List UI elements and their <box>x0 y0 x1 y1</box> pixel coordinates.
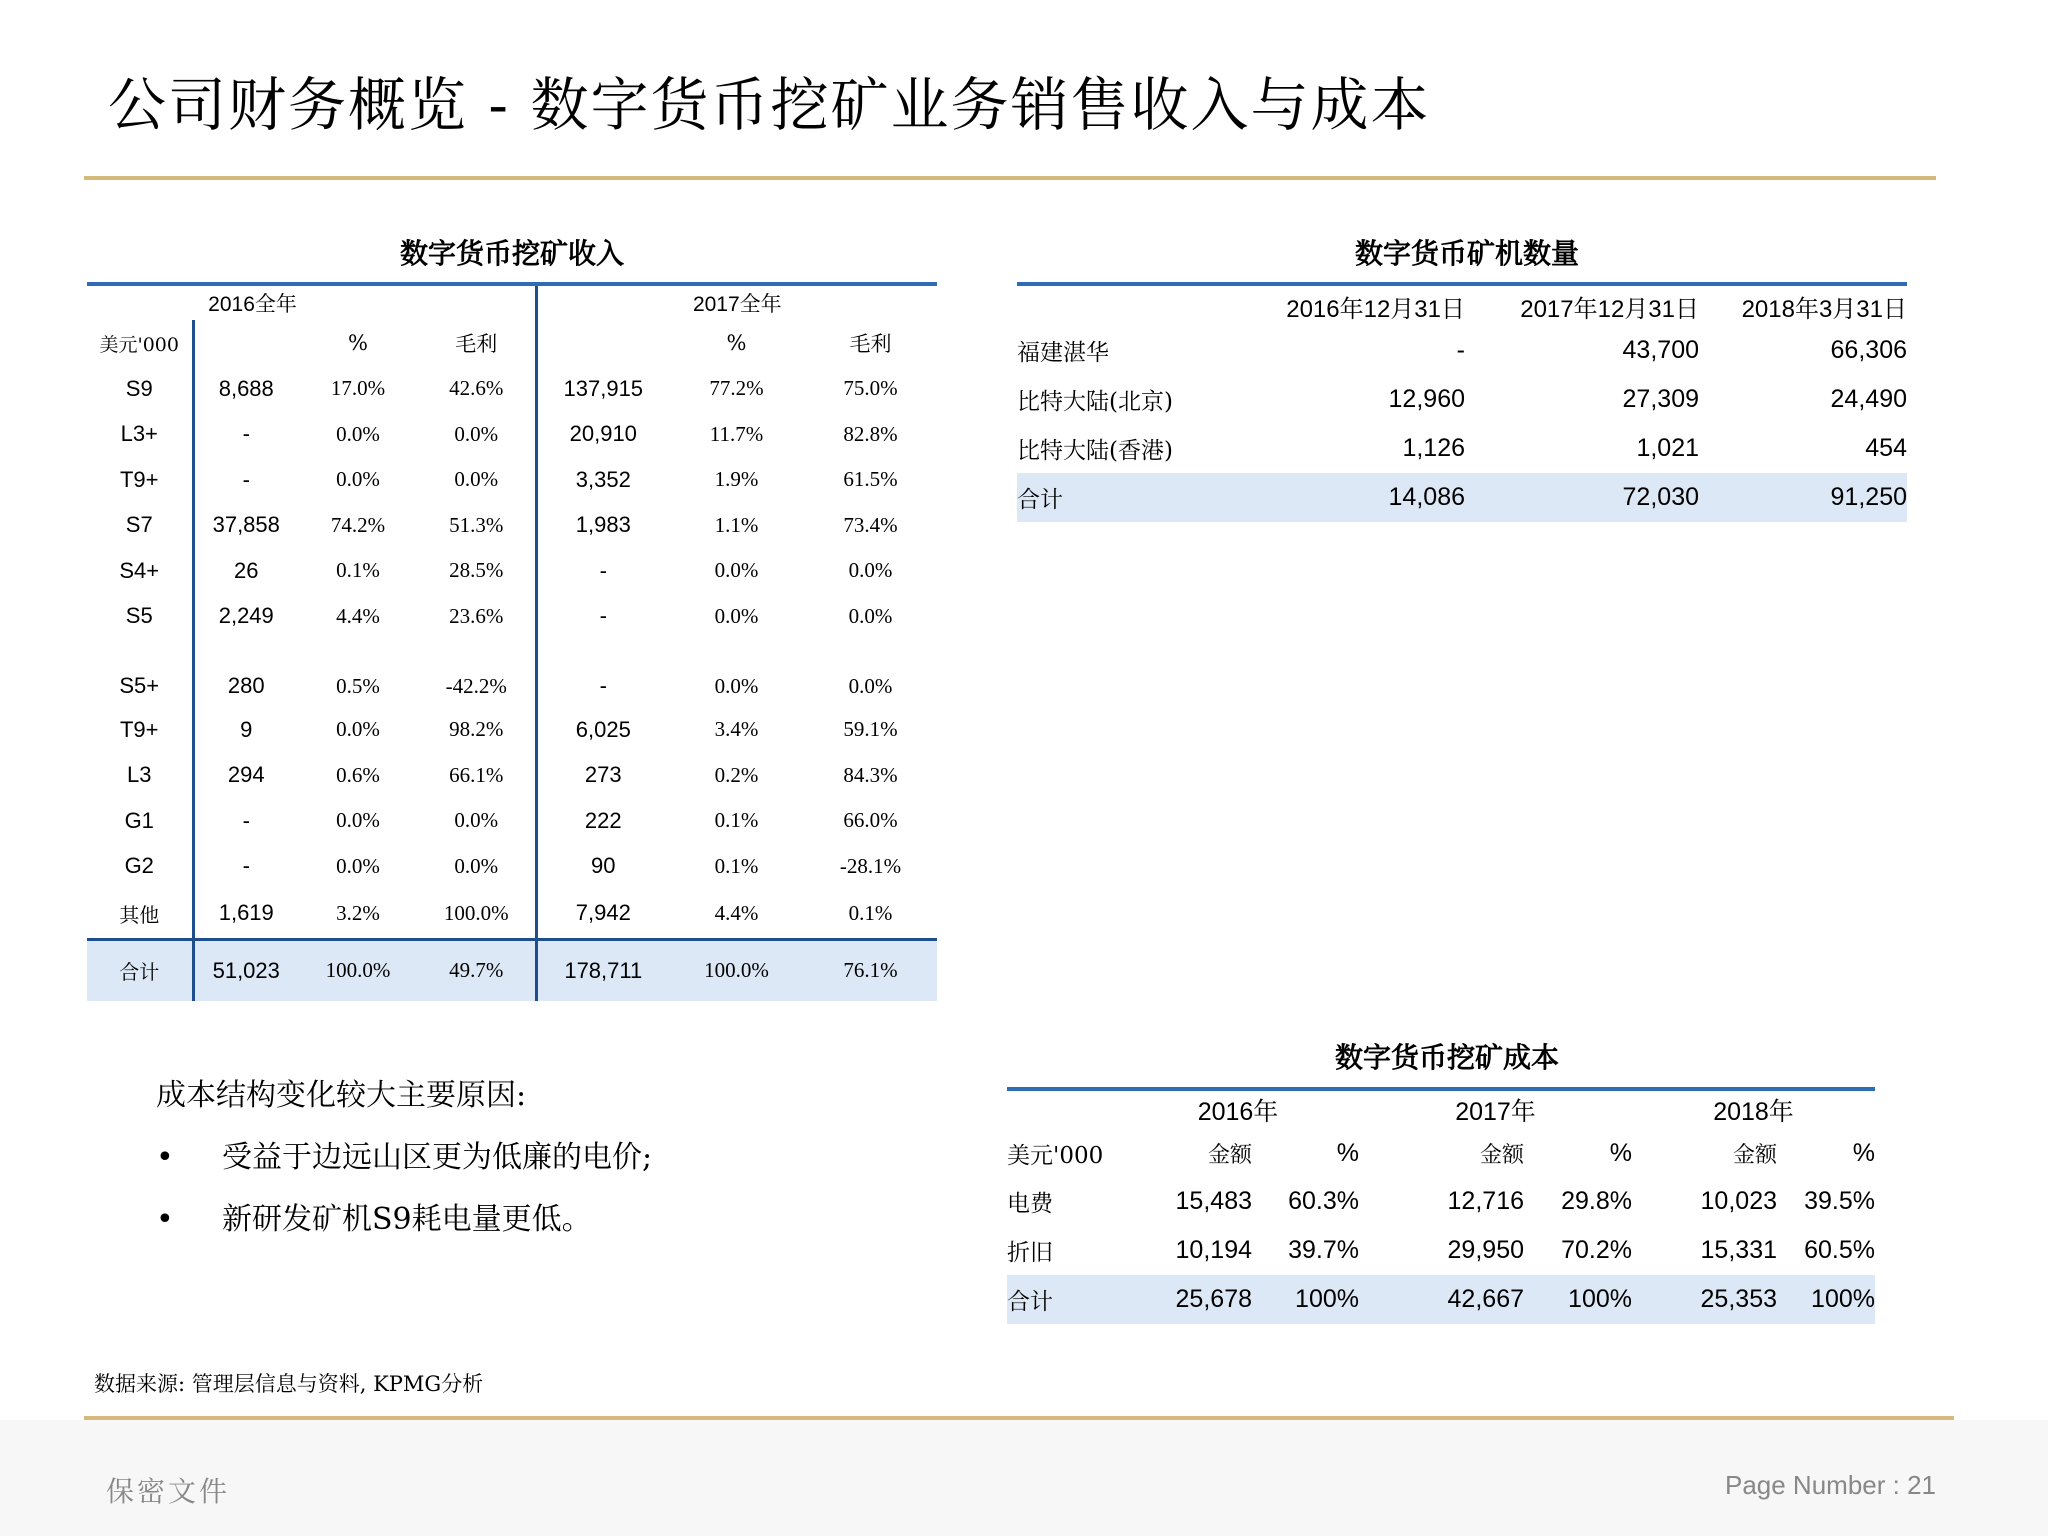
table-row <box>87 457 937 503</box>
cell-m17: -28.1% <box>839 853 902 878</box>
row-label: S5+ <box>119 673 160 698</box>
miners-header-2017: 2017年12月31日 <box>1465 284 1699 326</box>
table-row <box>1007 1226 1875 1275</box>
cell-v2: 72,030 <box>1465 473 1699 522</box>
total-label: 合计 <box>1007 1275 1117 1324</box>
cell-r17: 90 <box>536 844 669 890</box>
cell-a16: 25,678 <box>1117 1275 1252 1324</box>
notes-item <box>156 1132 652 1194</box>
pct-header: % <box>1336 1138 1359 1167</box>
cell-p18: 39.5% <box>1804 1187 1875 1215</box>
cell-r17: 1,983 <box>536 503 669 549</box>
revenue-year-header-row <box>87 284 937 320</box>
cost-total-row <box>1007 1275 1875 1324</box>
cell-m16: 0.0% <box>454 421 499 446</box>
cell-m17: 82.8% <box>843 421 898 446</box>
cell-r16: 9 <box>193 707 298 753</box>
row-label: 折旧 <box>1007 1240 1053 1266</box>
cell-p17: 11.7% <box>709 421 764 446</box>
row-label: L3+ <box>120 421 158 447</box>
cell-m17: 59.1% <box>843 717 898 742</box>
pct-header: % <box>348 331 368 355</box>
cell-a18: 25,353 <box>1632 1275 1777 1324</box>
cell-r17: 7,942 <box>536 889 669 939</box>
row-label: T9+ <box>119 466 159 492</box>
cell-p16: 0.0% <box>336 853 380 878</box>
miners-total-row <box>1017 473 1907 522</box>
miners-header-2018: 2018年3月31日 <box>1699 284 1907 326</box>
cell-v1: 1,126 <box>1402 434 1465 462</box>
revenue-table-title: 数字货币挖矿收入 <box>399 237 624 270</box>
cell-r16: - <box>193 457 298 503</box>
cell-r17: 3,352 <box>536 457 669 503</box>
cell-a17: 29,950 <box>1447 1236 1524 1264</box>
miners-header-2016: 2016年12月31日 <box>1247 284 1465 326</box>
cell-m16: 49.7% <box>418 939 536 1001</box>
cell-p16: 0.0% <box>336 717 380 742</box>
notes-item <box>156 1194 652 1256</box>
cell-r17: - <box>536 594 669 640</box>
table-row <box>87 412 937 458</box>
cell-v2: 43,700 <box>1622 336 1699 364</box>
page-title: 公司财务概览 - 数字货币挖矿业务销售收入与成本 <box>108 71 1431 139</box>
notes-item-text: 新研发矿机S9耗电量更低。 <box>222 1202 592 1237</box>
cost-year-2016: 2016年 <box>1117 1089 1359 1129</box>
cell-r17: 178,711 <box>536 939 669 1001</box>
row-label: G1 <box>124 807 154 833</box>
miners-table <box>1017 282 1907 522</box>
cell-r17: 20,910 <box>536 412 669 458</box>
cell-p17: 0.1% <box>714 853 759 878</box>
cell-p16: 0.5% <box>336 674 380 698</box>
cell-p17: 100.0% <box>669 939 804 1001</box>
row-label: G2 <box>124 853 154 879</box>
cell-v3: 454 <box>1865 434 1907 462</box>
cell-p17: 100% <box>1524 1275 1632 1324</box>
cell-p16: 0.0% <box>336 467 380 492</box>
cell-p16: 39.7% <box>1288 1236 1359 1264</box>
row-label: 福建湛华 <box>1017 340 1109 366</box>
notes-heading: 成本结构变化较大主要原因: <box>156 1078 527 1113</box>
row-label: S4+ <box>119 557 160 583</box>
cell-v3: 91,250 <box>1699 473 1907 522</box>
cell-m16: 0.0% <box>454 808 499 833</box>
cell-v3: 24,490 <box>1830 385 1907 413</box>
cell-r17: 6,025 <box>536 707 669 753</box>
cell-r16: 294 <box>193 753 298 799</box>
cell-r16: - <box>193 412 298 458</box>
cell-p17: 0.0% <box>714 674 759 698</box>
cell-r16: 1,619 <box>193 889 298 939</box>
cell-v1: 14,086 <box>1247 473 1465 522</box>
cell-p17: 29.8% <box>1561 1187 1632 1215</box>
cell-m16: 0.0% <box>454 853 499 878</box>
row-label: 比特大陆(香港) <box>1017 438 1173 464</box>
cost-table <box>1007 1087 1875 1324</box>
cell-r17: - <box>536 639 669 707</box>
cell-r16: - <box>193 844 298 890</box>
cell-r17: 222 <box>536 798 669 844</box>
cell-p17: 70.2% <box>1561 1236 1632 1264</box>
row-label: S9 <box>125 375 153 401</box>
cell-m16: 66.1% <box>449 762 504 787</box>
year2-label: 2017全年 <box>692 293 782 316</box>
table-row <box>87 753 937 799</box>
cell-a17: 12,716 <box>1447 1187 1524 1215</box>
cell-r16: 2,249 <box>193 594 298 640</box>
row-label: 其他 <box>119 902 160 927</box>
table-row <box>1017 424 1907 473</box>
cell-a18: 15,331 <box>1700 1236 1777 1264</box>
row-label: 比特大陆(北京) <box>1017 389 1173 415</box>
table-row <box>87 798 937 844</box>
table-row <box>87 844 937 890</box>
amount-header: 金额 <box>1207 1141 1252 1167</box>
cell-p16: 3.2% <box>336 900 380 925</box>
cell-m17: 76.1% <box>804 939 937 1001</box>
row-label: 电费 <box>1007 1191 1053 1217</box>
miners-table-title: 数字货币矿机数量 <box>1354 237 1579 270</box>
cell-p16: 0.0% <box>336 808 380 833</box>
notes-item-text: 受益于边远山区更为低廉的电价; <box>222 1140 653 1175</box>
cell-r17: 137,915 <box>536 366 669 412</box>
cell-m17: 75.0% <box>843 376 898 401</box>
cell-r16: - <box>193 798 298 844</box>
revenue-year2-header <box>536 284 937 320</box>
confidential-label: 保密文件 <box>106 1475 231 1508</box>
row-label: T9+ <box>119 716 159 742</box>
cell-p16: 60.3% <box>1288 1187 1359 1215</box>
cell-r16: 8,688 <box>193 366 298 412</box>
table-row <box>87 639 937 707</box>
cell-p18: 60.5% <box>1804 1236 1875 1264</box>
cell-p17: 1.1% <box>714 512 759 537</box>
footer-divider <box>84 1416 1954 1420</box>
cell-m17: 0.0% <box>848 558 893 583</box>
row-label: L3 <box>127 762 152 788</box>
cell-r16: 51,023 <box>193 939 298 1001</box>
pct-header: % <box>1852 1138 1875 1167</box>
title-divider <box>84 176 1936 180</box>
cell-p17: 1.9% <box>714 467 759 492</box>
page-number: Page Number : 21 <box>1724 1470 1936 1500</box>
table-row <box>1007 1177 1875 1226</box>
table-row <box>87 594 937 640</box>
cost-year-header-row <box>1007 1089 1875 1129</box>
cell-m17: 0.0% <box>848 603 893 628</box>
cell-m16: 51.3% <box>449 512 504 537</box>
cell-v2: 1,021 <box>1636 434 1699 462</box>
cell-m16: 100.0% <box>443 900 509 925</box>
cell-m17: 73.4% <box>843 512 898 537</box>
cell-a16: 15,483 <box>1175 1187 1252 1215</box>
cell-p16: 17.0% <box>330 376 386 401</box>
cell-m17: 66.0% <box>843 808 898 833</box>
cost-year-2017: 2017年 <box>1359 1089 1632 1129</box>
cell-p16: 0.0% <box>336 421 380 446</box>
cell-a16: 10,194 <box>1175 1236 1252 1264</box>
cell-r17: - <box>536 548 669 594</box>
cell-m17: 61.5% <box>843 467 898 492</box>
revenue-table <box>87 282 937 1001</box>
cost-notes <box>156 1070 652 1256</box>
cell-p16: 0.1% <box>336 558 380 583</box>
cell-m16: 0.0% <box>454 467 499 492</box>
cell-m16: 42.6% <box>449 376 504 401</box>
cell-p17: 0.0% <box>714 603 759 628</box>
cell-p18: 100% <box>1777 1275 1875 1324</box>
revenue-year1-header <box>87 284 418 320</box>
revenue-2017-amount-header <box>536 320 669 366</box>
margin-header: 毛利 <box>455 332 498 356</box>
cell-r17: 273 <box>536 753 669 799</box>
table-row <box>87 707 937 753</box>
cell-p17: 0.0% <box>714 558 759 583</box>
pct-header: % <box>1609 1138 1632 1167</box>
cell-r16: 280 <box>193 639 298 707</box>
amount-header: 金额 <box>1732 1141 1777 1167</box>
cell-p16: 4.4% <box>336 603 380 628</box>
cell-p17: 0.1% <box>714 808 759 833</box>
total-label: 合计 <box>87 939 193 1001</box>
table-row <box>87 503 937 549</box>
cell-v1: 12,960 <box>1388 385 1465 413</box>
cell-m17: 0.0% <box>848 674 893 698</box>
cell-m17: 84.3% <box>843 762 898 787</box>
total-label: 合计 <box>1017 473 1247 522</box>
revenue-2016-amount-header <box>193 320 298 366</box>
table-row <box>87 366 937 412</box>
cell-p16: 100% <box>1252 1275 1359 1324</box>
cost-column-header-row <box>1007 1129 1875 1177</box>
cell-v3: 66,306 <box>1830 336 1907 364</box>
cell-p16: 74.2% <box>330 512 386 537</box>
cell-r16: 37,858 <box>193 503 298 549</box>
unit-label: 美元'000 <box>1007 1142 1104 1169</box>
amount-header: 金额 <box>1479 1141 1524 1167</box>
cell-m17: 0.1% <box>848 900 893 925</box>
row-label: S5 <box>125 603 153 629</box>
table-row <box>87 548 937 594</box>
revenue-column-header-row <box>87 320 937 366</box>
cell-p17: 77.2% <box>709 376 764 401</box>
unit-label: 美元'000 <box>99 333 179 356</box>
table-row <box>1017 375 1907 424</box>
year1-label: 2016全年 <box>208 293 297 316</box>
cost-table-title: 数字货币挖矿成本 <box>1334 1041 1559 1074</box>
pct-header: % <box>726 331 747 355</box>
cell-p17: 0.2% <box>714 762 759 787</box>
cell-a17: 42,667 <box>1359 1275 1524 1324</box>
cell-v1: - <box>1456 336 1465 364</box>
cell-m16: 23.6% <box>449 603 504 628</box>
cell-m16: 98.2% <box>449 717 504 742</box>
cell-r16: 26 <box>193 548 298 594</box>
table-row <box>1017 326 1907 375</box>
bullet-icon: • <box>156 1202 174 1237</box>
margin-header: 毛利 <box>849 332 892 356</box>
cell-p17: 3.4% <box>714 717 759 742</box>
table-row <box>87 889 937 939</box>
cell-p16: 100.0% <box>298 939 418 1001</box>
cell-a18: 10,023 <box>1700 1187 1777 1215</box>
row-label: S7 <box>125 512 153 538</box>
revenue-total-row <box>87 939 937 1001</box>
cell-m16: 28.5% <box>449 558 504 583</box>
cost-year-2018: 2018年 <box>1632 1089 1875 1129</box>
miners-header-row <box>1017 284 1907 326</box>
cell-v2: 27,309 <box>1622 385 1699 413</box>
cell-p17: 4.4% <box>714 900 759 925</box>
cell-p16: 0.6% <box>336 762 380 787</box>
bullet-icon: • <box>156 1140 174 1175</box>
cell-m16: -42.2% <box>445 674 507 698</box>
data-source: 数据来源: 管理层信息与资料, KPMG分析 <box>94 1372 484 1396</box>
